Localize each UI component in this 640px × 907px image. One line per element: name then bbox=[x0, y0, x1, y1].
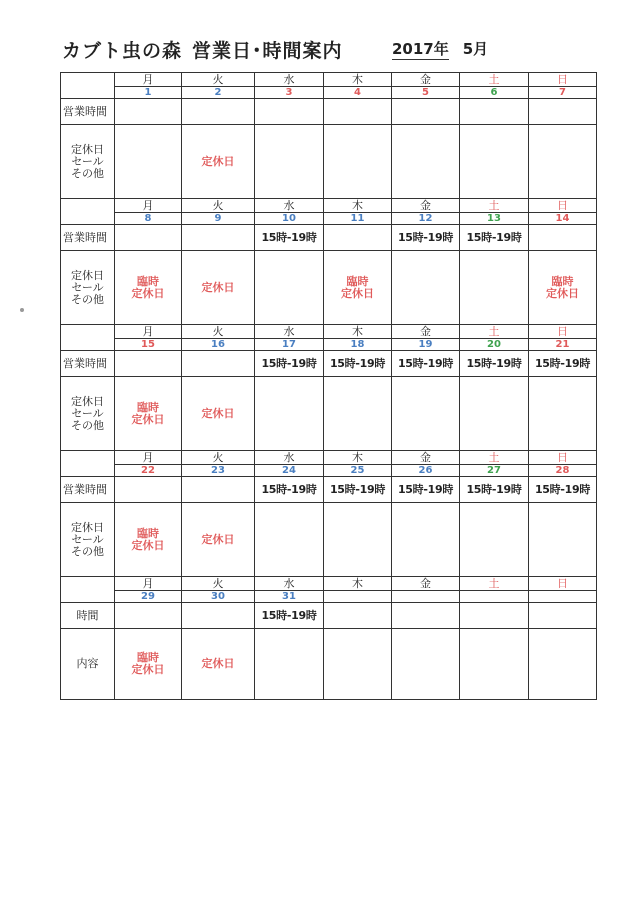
note-cell bbox=[460, 503, 529, 577]
notes-label-line: 定休日 bbox=[71, 142, 104, 156]
weekday-cell: 火 bbox=[182, 577, 255, 591]
week-label-cell bbox=[61, 451, 115, 477]
notes-row bbox=[61, 125, 597, 199]
hours-cell bbox=[115, 351, 182, 377]
date-cell: 13 bbox=[460, 213, 529, 225]
hours-cell: 15時-19時 bbox=[529, 477, 597, 503]
notes-label bbox=[61, 251, 115, 325]
hours-cell bbox=[392, 99, 460, 125]
calendar-year: 2017年 bbox=[392, 40, 449, 58]
hours-row bbox=[61, 477, 597, 503]
date-row bbox=[61, 591, 597, 603]
weekday-cell: 水 bbox=[255, 451, 324, 465]
notes-label-line: セール bbox=[71, 154, 104, 168]
date-cell: 6 bbox=[460, 87, 529, 99]
weekday-cell: 金 bbox=[392, 577, 460, 591]
note-line: 定休日 bbox=[201, 657, 235, 670]
date-cell: 31 bbox=[255, 591, 324, 603]
note-cell bbox=[182, 125, 255, 199]
hours-cell: 15時-19時 bbox=[392, 351, 460, 377]
date-cell: 24 bbox=[255, 465, 324, 477]
notes-label-line: 定休日 bbox=[71, 268, 104, 282]
date-cell: 27 bbox=[460, 465, 529, 477]
weekday-row bbox=[61, 199, 597, 213]
title-shop-name: カブト虫の森 bbox=[62, 40, 183, 62]
weekday-cell: 月 bbox=[115, 325, 182, 339]
note-line: 定休日 bbox=[201, 280, 235, 294]
weekday-row bbox=[61, 325, 597, 339]
date-cell: 1 bbox=[115, 87, 182, 99]
date-cell: 23 bbox=[182, 465, 255, 477]
date-cell: 5 bbox=[392, 87, 460, 99]
date-cell: 2 bbox=[182, 87, 255, 99]
note-cell bbox=[182, 503, 255, 577]
date-cell: 25 bbox=[324, 465, 392, 477]
note-cell bbox=[115, 377, 182, 451]
hours-cell bbox=[529, 603, 597, 629]
note-cell bbox=[115, 503, 182, 577]
note-cell bbox=[255, 377, 324, 451]
notes-row bbox=[61, 503, 597, 577]
note-line: 臨時 bbox=[137, 400, 159, 414]
weekday-cell: 水 bbox=[255, 577, 324, 591]
hours-label: 営業時間 bbox=[61, 99, 115, 125]
weekday-cell: 水 bbox=[255, 199, 324, 213]
scan-speck bbox=[20, 308, 24, 312]
note-line: 臨時 bbox=[137, 651, 159, 664]
weekday-cell: 金 bbox=[392, 199, 460, 213]
hours-row bbox=[61, 603, 597, 629]
hours-cell: 15時-19時 bbox=[255, 351, 324, 377]
note-line: 定休日 bbox=[201, 406, 235, 420]
hours-cell bbox=[392, 603, 460, 629]
date-cell bbox=[324, 591, 392, 603]
notes-row bbox=[61, 377, 597, 451]
note-cell bbox=[529, 629, 597, 700]
note-cell bbox=[324, 377, 392, 451]
notes-label-line: セール bbox=[71, 406, 104, 420]
weekday-cell: 土 bbox=[460, 325, 529, 339]
notes-label-line: セール bbox=[71, 280, 104, 294]
weekday-cell: 日 bbox=[529, 577, 597, 591]
date-cell: 16 bbox=[182, 339, 255, 351]
notes-label-line: その他 bbox=[71, 418, 104, 432]
date-cell: 29 bbox=[115, 591, 182, 603]
note-cell bbox=[255, 251, 324, 325]
note-cell bbox=[324, 629, 392, 700]
note-cell bbox=[460, 125, 529, 199]
date-cell: 12 bbox=[392, 213, 460, 225]
note-line: 臨時 bbox=[346, 274, 369, 288]
note-line: 定休日 bbox=[546, 286, 579, 300]
note-cell bbox=[115, 251, 182, 325]
note-cell bbox=[255, 125, 324, 199]
date-cell: 7 bbox=[529, 87, 597, 99]
date-cell: 18 bbox=[324, 339, 392, 351]
date-row bbox=[61, 465, 597, 477]
date-cell: 11 bbox=[324, 213, 392, 225]
date-cell: 21 bbox=[529, 339, 597, 351]
note-line: 定休日 bbox=[131, 412, 165, 426]
hours-label: 時間 bbox=[61, 603, 115, 629]
notes-label-line: その他 bbox=[71, 544, 104, 558]
hours-row bbox=[61, 225, 597, 251]
hours-cell: 15時-19時 bbox=[529, 351, 597, 377]
note-cell bbox=[324, 125, 392, 199]
weekday-cell: 金 bbox=[392, 325, 460, 339]
note-line: 定休日 bbox=[341, 286, 374, 300]
weekday-cell: 木 bbox=[324, 577, 392, 591]
weekday-cell: 木 bbox=[324, 325, 392, 339]
weekday-cell: 月 bbox=[115, 199, 182, 213]
week-label-cell bbox=[61, 73, 115, 99]
date-cell: 3 bbox=[255, 87, 324, 99]
hours-row bbox=[61, 99, 597, 125]
hours-cell: 15時-19時 bbox=[460, 477, 529, 503]
hours-cell bbox=[182, 603, 255, 629]
date-cell: 20 bbox=[460, 339, 529, 351]
date-cell: 4 bbox=[324, 87, 392, 99]
hours-cell bbox=[182, 477, 255, 503]
date-cell: 10 bbox=[255, 213, 324, 225]
note-line: 臨時 bbox=[137, 526, 159, 540]
note-cell bbox=[529, 125, 597, 199]
weekday-cell: 日 bbox=[529, 325, 597, 339]
date-cell bbox=[529, 591, 597, 603]
date-row bbox=[61, 339, 597, 351]
date-cell bbox=[460, 591, 529, 603]
note-cell bbox=[324, 251, 392, 325]
hours-cell: 15時-19時 bbox=[255, 477, 324, 503]
note-cell bbox=[529, 503, 597, 577]
weekday-cell: 土 bbox=[460, 199, 529, 213]
calendar-month: 5月 bbox=[462, 40, 489, 58]
hours-cell bbox=[115, 225, 182, 251]
note-cell bbox=[392, 503, 460, 577]
note-line: 定休日 bbox=[201, 532, 235, 546]
note-cell bbox=[255, 629, 324, 700]
date-cell: 19 bbox=[392, 339, 460, 351]
notes-row bbox=[61, 629, 597, 700]
week-label-cell bbox=[61, 577, 115, 603]
date-cell: 8 bbox=[115, 213, 182, 225]
note-line: 定休日 bbox=[131, 538, 165, 552]
note-line: 定休日 bbox=[201, 154, 235, 168]
note-cell bbox=[182, 629, 255, 700]
date-row bbox=[61, 213, 597, 225]
hours-cell: 15時-19時 bbox=[392, 477, 460, 503]
weekday-row bbox=[61, 451, 597, 465]
hours-cell: 15時-19時 bbox=[255, 225, 324, 251]
hours-cell: 15時-19時 bbox=[460, 351, 529, 377]
notes-label bbox=[61, 125, 115, 199]
hours-cell bbox=[115, 603, 182, 629]
hours-cell bbox=[324, 99, 392, 125]
notes-label-line: その他 bbox=[71, 166, 104, 180]
date-cell: 28 bbox=[529, 465, 597, 477]
hours-cell bbox=[529, 225, 597, 251]
date-cell: 30 bbox=[182, 591, 255, 603]
note-cell bbox=[460, 629, 529, 700]
weekday-cell: 木 bbox=[324, 199, 392, 213]
note-cell bbox=[182, 377, 255, 451]
date-cell: 17 bbox=[255, 339, 324, 351]
date-cell bbox=[392, 591, 460, 603]
hours-cell: 15時-19時 bbox=[392, 225, 460, 251]
note-cell bbox=[460, 251, 529, 325]
hours-cell bbox=[324, 603, 392, 629]
weekday-cell: 火 bbox=[182, 451, 255, 465]
date-cell: 22 bbox=[115, 465, 182, 477]
weekday-cell: 土 bbox=[460, 73, 529, 87]
note-cell bbox=[392, 377, 460, 451]
notes-label: 内容 bbox=[61, 629, 115, 700]
hours-cell bbox=[182, 225, 255, 251]
hours-cell bbox=[115, 477, 182, 503]
note-cell bbox=[460, 377, 529, 451]
weekday-row bbox=[61, 577, 597, 591]
page-title bbox=[62, 36, 343, 63]
weekday-cell: 木 bbox=[324, 451, 392, 465]
notes-label bbox=[61, 377, 115, 451]
weekday-cell: 月 bbox=[115, 451, 182, 465]
weekday-cell: 水 bbox=[255, 325, 324, 339]
date-cell: 9 bbox=[182, 213, 255, 225]
note-cell bbox=[529, 377, 597, 451]
note-cell bbox=[392, 125, 460, 199]
weekday-cell: 金 bbox=[392, 73, 460, 87]
note-line: 定休日 bbox=[131, 286, 165, 300]
calendar-period bbox=[392, 38, 488, 59]
schedule-table bbox=[60, 72, 597, 700]
weekday-cell: 火 bbox=[182, 325, 255, 339]
hours-cell bbox=[255, 99, 324, 125]
notes-label-line: 定休日 bbox=[71, 394, 104, 408]
note-cell bbox=[255, 503, 324, 577]
title-subtitle: 営業日･時間案内 bbox=[192, 40, 343, 62]
weekday-cell: 土 bbox=[460, 577, 529, 591]
hours-label: 営業時間 bbox=[61, 477, 115, 503]
hours-cell bbox=[460, 603, 529, 629]
hours-cell bbox=[182, 99, 255, 125]
hours-row bbox=[61, 351, 597, 377]
week-label-cell bbox=[61, 199, 115, 225]
weekday-cell: 日 bbox=[529, 199, 597, 213]
notes-label-line: セール bbox=[71, 532, 104, 546]
hours-cell bbox=[529, 99, 597, 125]
hours-cell bbox=[115, 99, 182, 125]
note-cell bbox=[115, 629, 182, 700]
hours-cell: 15時-19時 bbox=[255, 603, 324, 629]
schedule-body bbox=[61, 73, 597, 700]
note-cell bbox=[392, 629, 460, 700]
note-line: 定休日 bbox=[131, 663, 165, 676]
note-cell bbox=[324, 503, 392, 577]
note-line: 臨時 bbox=[551, 274, 574, 288]
hours-cell: 15時-19時 bbox=[324, 477, 392, 503]
date-row bbox=[61, 87, 597, 99]
note-cell bbox=[529, 251, 597, 325]
weekday-row bbox=[61, 73, 597, 87]
note-line: 臨時 bbox=[137, 274, 159, 288]
weekday-cell: 土 bbox=[460, 451, 529, 465]
hours-label: 営業時間 bbox=[61, 225, 115, 251]
weekday-cell: 木 bbox=[324, 73, 392, 87]
weekday-cell: 日 bbox=[529, 73, 597, 87]
notes-label-line: その他 bbox=[71, 292, 104, 306]
date-cell: 15 bbox=[115, 339, 182, 351]
weekday-cell: 月 bbox=[115, 73, 182, 87]
hours-cell bbox=[324, 225, 392, 251]
weekday-cell: 火 bbox=[182, 199, 255, 213]
weekday-cell: 日 bbox=[529, 451, 597, 465]
date-cell: 26 bbox=[392, 465, 460, 477]
note-cell bbox=[392, 251, 460, 325]
weekday-cell: 月 bbox=[115, 577, 182, 591]
date-cell: 14 bbox=[529, 213, 597, 225]
notes-label-line: 定休日 bbox=[71, 520, 104, 534]
hours-cell bbox=[182, 351, 255, 377]
notes-label bbox=[61, 503, 115, 577]
weekday-cell: 水 bbox=[255, 73, 324, 87]
hours-cell: 15時-19時 bbox=[324, 351, 392, 377]
week-label-cell bbox=[61, 325, 115, 351]
note-cell bbox=[182, 251, 255, 325]
weekday-cell: 金 bbox=[392, 451, 460, 465]
hours-cell bbox=[460, 99, 529, 125]
hours-cell: 15時-19時 bbox=[460, 225, 529, 251]
notes-row bbox=[61, 251, 597, 325]
note-cell bbox=[115, 125, 182, 199]
hours-label: 営業時間 bbox=[61, 351, 115, 377]
weekday-cell: 火 bbox=[182, 73, 255, 87]
